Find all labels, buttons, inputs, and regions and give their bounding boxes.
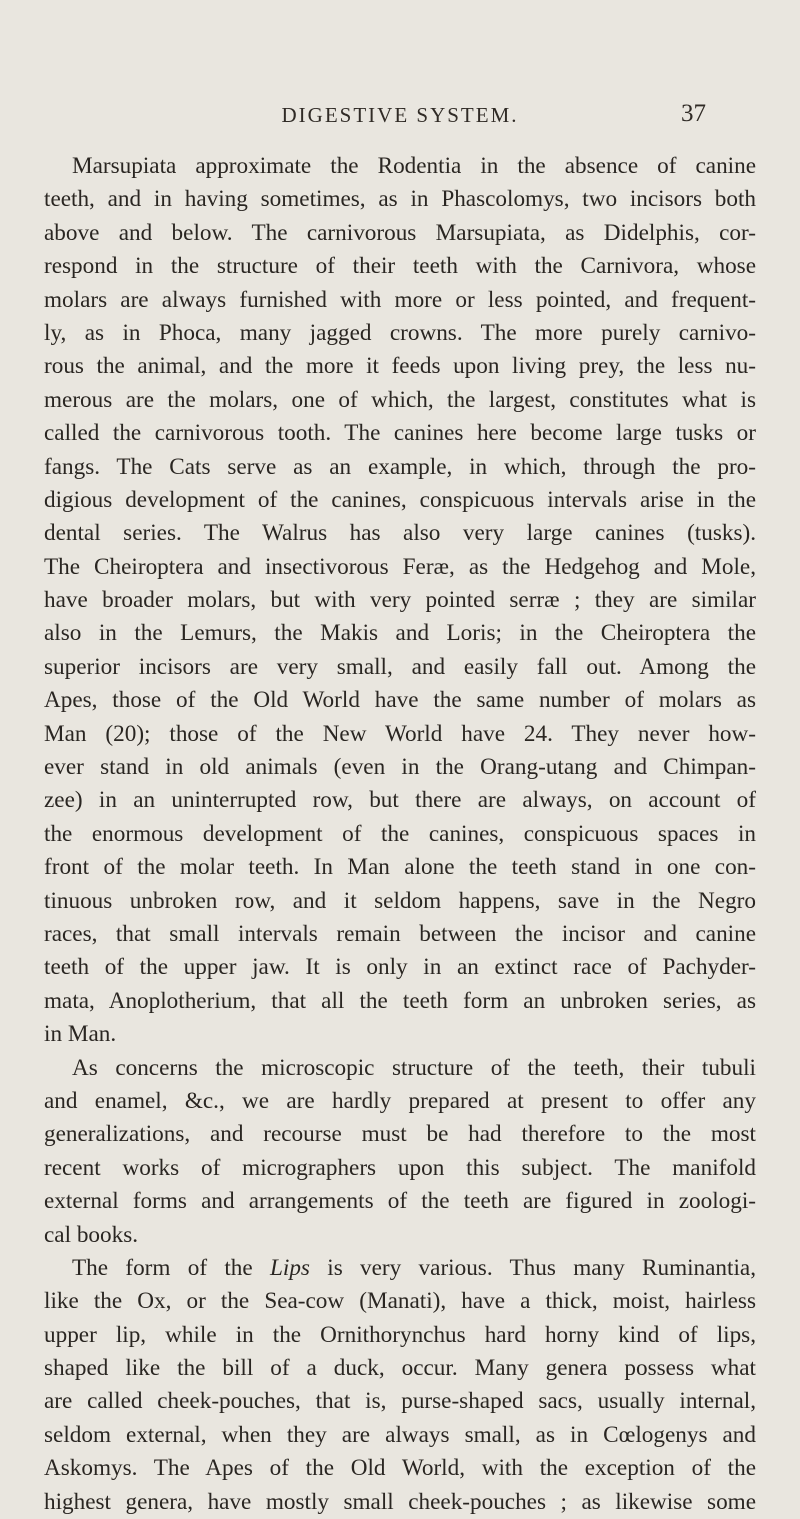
- text-line: recent works of micrographers upon this subject. The manifold: [44, 1154, 756, 1181]
- text-line: highest genera, have mostly small cheek-pouches ; as likewise some: [44, 1488, 756, 1515]
- text-line: superior incisors are very small, and easily fall out. Among the: [44, 653, 756, 680]
- text-line: fangs. The Cats serve as an example, in which, through the pro-: [44, 453, 756, 480]
- text-line: respond in the structure of their teeth with the Carnivora, whose: [44, 253, 756, 280]
- text-line: ever stand in old animals (even in the Orang-utang and Chimpan-: [44, 754, 756, 781]
- text-segment: is very various. Thus many Ruminantia,: [309, 1254, 756, 1281]
- text-line: ly, as in Phoca, many jagged crowns. The more purely carnivo-: [44, 319, 756, 346]
- text-line: shaped like the bill of a duck, occur. Many genera possess what: [44, 1355, 756, 1382]
- text-line: Man (20); those of the New World have 24. They never how-: [44, 720, 756, 747]
- text-line: races, that small intervals remain between the incisor and canine: [44, 920, 756, 947]
- text-line: like the Ox, or the Sea-cow (Manati), have a thick, moist, hairless: [44, 1288, 756, 1315]
- text-line: Apes, those of the Old World have the same number of molars as: [44, 687, 756, 714]
- text-line: also in the Lemurs, the Makis and Loris; in the Cheiroptera the: [44, 620, 756, 647]
- running-title: DIGESTIVE SYSTEM.: [281, 103, 519, 127]
- text-line: above and below. The carnivorous Marsupiata, as Didelphis, cor-: [44, 219, 756, 246]
- page-number: 37: [681, 100, 706, 127]
- text-line: zee) in an uninterrupted row, but there are always, on account of: [44, 787, 756, 814]
- text-line: tinuous unbroken row, and it seldom happens, save in the Negro: [44, 887, 756, 914]
- text-line: rous the animal, and the more it feeds upon living prey, the less nu-: [44, 353, 756, 380]
- text-line: have broader molars, but with very pointed serræ ; they are similar: [44, 587, 756, 614]
- text-line: upper lip, while in the Ornithorynchus hard horny kind of lips,: [44, 1321, 756, 1348]
- text-line: teeth, and in having sometimes, as in Phascolomys, two incisors both: [44, 186, 756, 213]
- text-line: front of the molar teeth. In Man alone the teeth stand in one con-: [44, 854, 756, 881]
- text-line: and enamel, &c., we are hardly prepared at present to offer any: [44, 1087, 756, 1114]
- text-segment: The form of the: [72, 1254, 270, 1281]
- running-head: [44, 100, 756, 133]
- text-line: As concerns the microscopic structure of the teeth, their tubuli: [72, 1054, 756, 1081]
- text-line: merous are the molars, one of which, the largest, constitutes what is: [44, 386, 756, 413]
- text-line: Askomys. The Apes of the Old World, with the exception of the: [44, 1455, 756, 1482]
- text-line: molars are always furnished with more or less pointed, and frequent-: [44, 286, 756, 313]
- text-line: seldom external, when they are always small, as in Cœlogenys and: [44, 1421, 756, 1448]
- text-line: are called cheek-pouches, that is, purse-shaped sacs, usually internal,: [44, 1388, 756, 1415]
- italic-term: Lips: [270, 1254, 310, 1281]
- body-text: [44, 150, 756, 1519]
- text-line: teeth of the upper jaw. It is only in an extinct race of Pachyder-: [44, 954, 756, 981]
- text-line: digious development of the canines, conspicuous intervals arise in the: [44, 486, 756, 513]
- text-line: dental series. The Walrus has also very large canines (tusks).: [44, 520, 756, 547]
- text-line: Marsupiata approximate the Rodentia in the absence of canine: [72, 153, 756, 179]
- text-line: external forms and arrangements of the teeth are figured in zoologi-: [44, 1188, 756, 1215]
- text-line: generalizations, and recourse must be had therefore to the most: [44, 1121, 756, 1148]
- paragraph-2: [44, 1052, 756, 1252]
- text-line: cal books.: [44, 1221, 139, 1248]
- text-line: The Cheiroptera and insectivorous Feræ, as the Hedgehog and Mole,: [44, 553, 756, 580]
- paragraph-3: [44, 1252, 756, 1519]
- paragraph-1: [44, 150, 756, 1052]
- text-line: mata, Anoplotherium, that all the teeth form an unbroken series, as: [44, 987, 756, 1014]
- text-line: called the carnivorous tooth. The canines here become large tusks or: [44, 420, 756, 447]
- text-line: in Man.: [44, 1021, 117, 1048]
- text-line: [44, 1252, 756, 1285]
- text-line: the enormous development of the canines, conspicuous spaces in: [44, 820, 756, 847]
